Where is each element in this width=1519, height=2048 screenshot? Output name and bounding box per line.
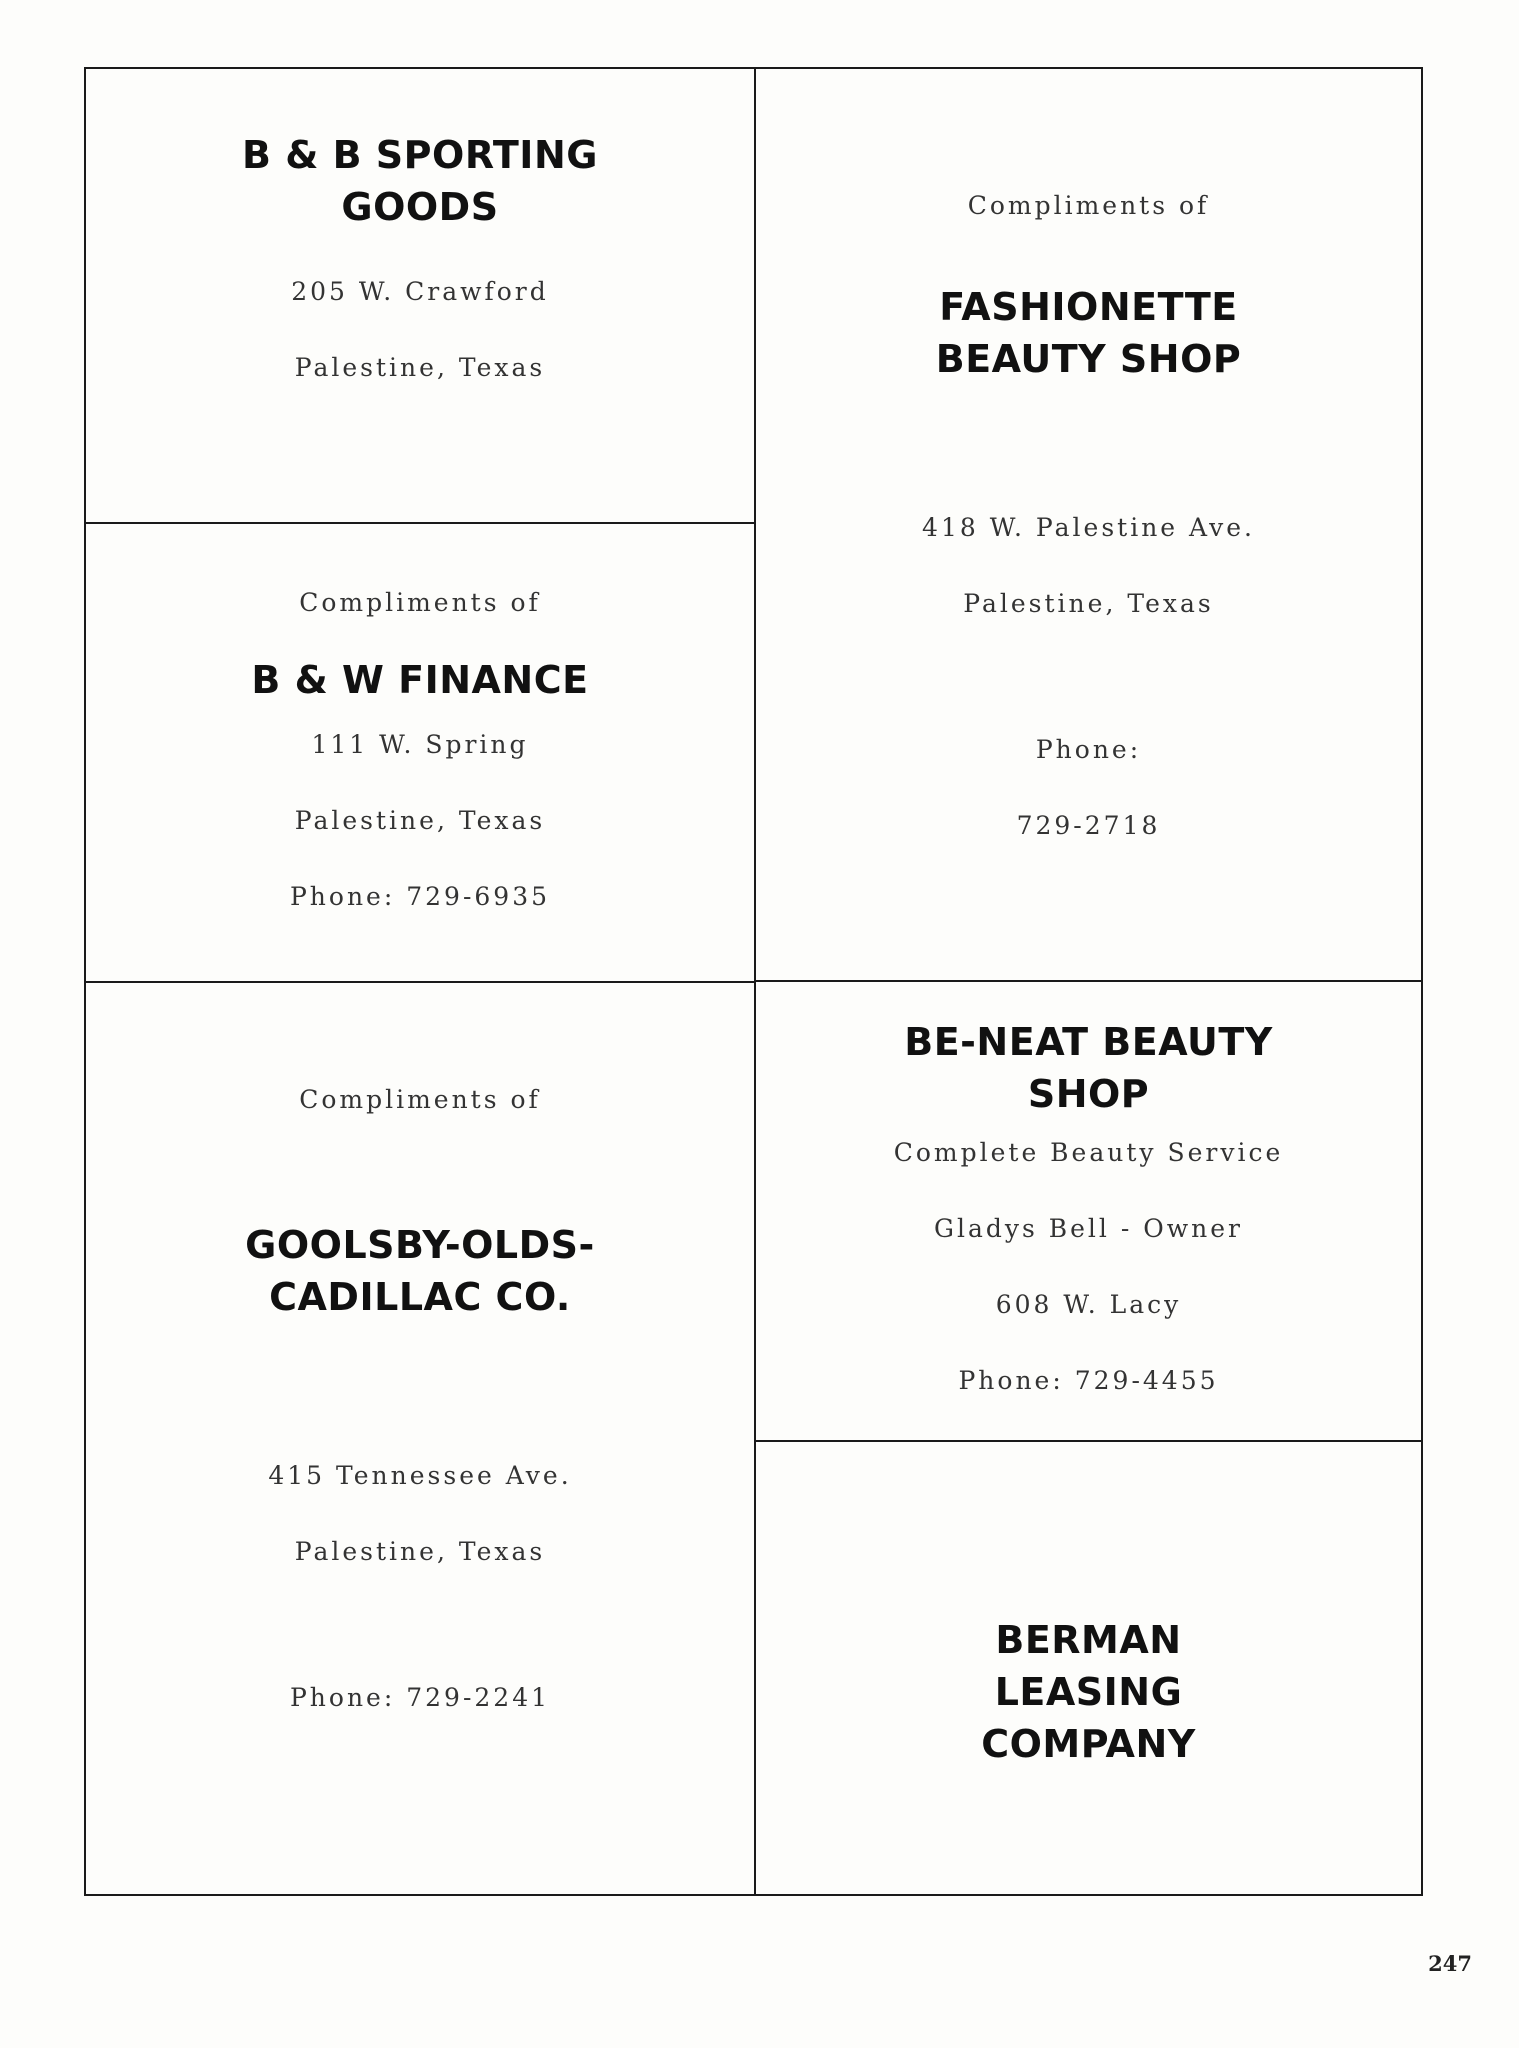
page-number: 247 — [1428, 1951, 1472, 1976]
business-name: BERMAN LEASING COMPANY — [981, 1618, 1196, 1766]
city: Palestine, Texas — [294, 806, 546, 835]
ad-fashionette-beauty-shop — [756, 69, 1421, 980]
compliments-text: Compliments of — [299, 588, 541, 617]
city: Palestine, Texas — [294, 1537, 546, 1566]
address: 418 W. Palestine Ave. — [922, 513, 1255, 542]
business-name: FASHIONETTE BEAUTY SHOP — [935, 285, 1242, 381]
business-name: B & B SPORTING GOODS — [242, 133, 598, 229]
ad-berman-leasing-company — [756, 1440, 1421, 1894]
city: Palestine, Texas — [963, 589, 1214, 618]
address: 111 W. Spring — [311, 730, 529, 759]
address: 205 W. Crawford — [291, 277, 549, 306]
business-name: B & W FINANCE — [251, 658, 589, 702]
phone: Phone: 729-4455 — [958, 1366, 1219, 1395]
ad-grid — [84, 67, 1423, 1896]
ad-goolsby-olds-cadillac — [86, 981, 754, 1894]
compliments-text: Compliments of — [299, 1085, 541, 1114]
ad-bw-finance — [86, 522, 754, 981]
ad-bb-sporting-goods — [86, 69, 754, 522]
business-name: GOOLSBY-OLDS- CADILLAC CO. — [245, 1223, 595, 1319]
city: Palestine, Texas — [294, 353, 546, 382]
owner-text: Gladys Bell - Owner — [933, 1214, 1243, 1243]
address: 415 Tennessee Ave. — [268, 1461, 572, 1490]
service-text: Complete Beauty Service — [893, 1138, 1284, 1167]
right-column — [756, 69, 1421, 1894]
business-name: BE-NEAT BEAUTY SHOP — [904, 1020, 1273, 1116]
phone: Phone: 729-6935 — [289, 882, 551, 911]
phone: 729-2718 — [1016, 811, 1161, 840]
phone-label: Phone: — [1035, 735, 1142, 764]
address: 608 W. Lacy — [995, 1290, 1182, 1319]
ad-be-neat-beauty-shop — [756, 980, 1421, 1440]
phone: Phone: 729-2241 — [289, 1683, 551, 1712]
compliments-text: Compliments of — [967, 191, 1210, 220]
left-column — [86, 69, 756, 1894]
